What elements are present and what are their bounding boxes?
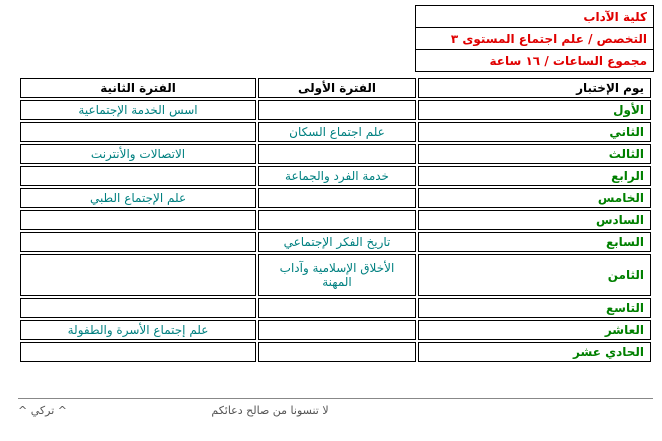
exam-schedule-table xyxy=(18,76,653,364)
period1-cell xyxy=(258,320,416,340)
period1-cell: خدمة الفرد والجماعة xyxy=(258,166,416,186)
footer-divider xyxy=(18,398,653,399)
table-row xyxy=(20,298,651,318)
period2-cell: علم الإجتماع الطبي xyxy=(20,188,256,208)
period1-cell xyxy=(258,342,416,362)
period1-cell xyxy=(258,188,416,208)
day-cell: الخامس xyxy=(418,188,651,208)
table-row xyxy=(20,144,651,164)
period2-cell: علم إجتماع الأسرة والطفولة xyxy=(20,320,256,340)
period2-cell xyxy=(20,232,256,252)
column-header-period2: الفترة الثانية xyxy=(20,78,256,98)
table-row xyxy=(20,122,651,142)
period2-cell: الاتصالات والأنترنت xyxy=(20,144,256,164)
period2-cell xyxy=(20,342,256,362)
total-hours: مجموع الساعات / ١٦ ساعة xyxy=(416,50,654,72)
period1-cell: الأخلاق الإسلامية وآداب المهنة xyxy=(258,254,416,296)
day-cell: الحادي عشر xyxy=(418,342,651,362)
period2-cell xyxy=(20,210,256,230)
footer-signature: ^ تركي ^ xyxy=(18,404,67,417)
period2-cell: اسس الخدمة الإجتماعية xyxy=(20,100,256,120)
period2-cell xyxy=(20,254,256,296)
period1-cell: علم اجتماع السكان xyxy=(258,122,416,142)
table-row xyxy=(20,188,651,208)
college-name: كلية الآداب xyxy=(416,6,654,28)
table-row xyxy=(20,342,651,362)
table-row xyxy=(20,320,651,340)
day-cell: السابع xyxy=(418,232,651,252)
table-row xyxy=(20,254,651,296)
info-table xyxy=(415,5,654,72)
period1-cell xyxy=(258,100,416,120)
day-cell: الثاني xyxy=(418,122,651,142)
day-cell: الأول xyxy=(418,100,651,120)
specialization: التخصص / علم اجتماع المستوى ٣ xyxy=(416,28,654,50)
period1-cell xyxy=(258,298,416,318)
header-row xyxy=(20,78,651,98)
period2-cell xyxy=(20,166,256,186)
period2-cell xyxy=(20,298,256,318)
table-row xyxy=(20,210,651,230)
column-header-day: يوم الإختبار xyxy=(418,78,651,98)
period1-cell: تاريخ الفكر الإجتماعي xyxy=(258,232,416,252)
period1-cell xyxy=(258,210,416,230)
period2-cell xyxy=(20,122,256,142)
day-cell: التاسع xyxy=(418,298,651,318)
footer-note: لا تنسونا من صالح دعائكم xyxy=(211,404,329,417)
column-header-period1: الفترة الأولى xyxy=(258,78,416,98)
table-row xyxy=(20,100,651,120)
table-row xyxy=(20,232,651,252)
day-cell: الثالث xyxy=(418,144,651,164)
day-cell: العاشر xyxy=(418,320,651,340)
day-cell: الرابع xyxy=(418,166,651,186)
day-cell: الثامن xyxy=(418,254,651,296)
day-cell: السادس xyxy=(418,210,651,230)
period1-cell xyxy=(258,144,416,164)
table-row xyxy=(20,166,651,186)
